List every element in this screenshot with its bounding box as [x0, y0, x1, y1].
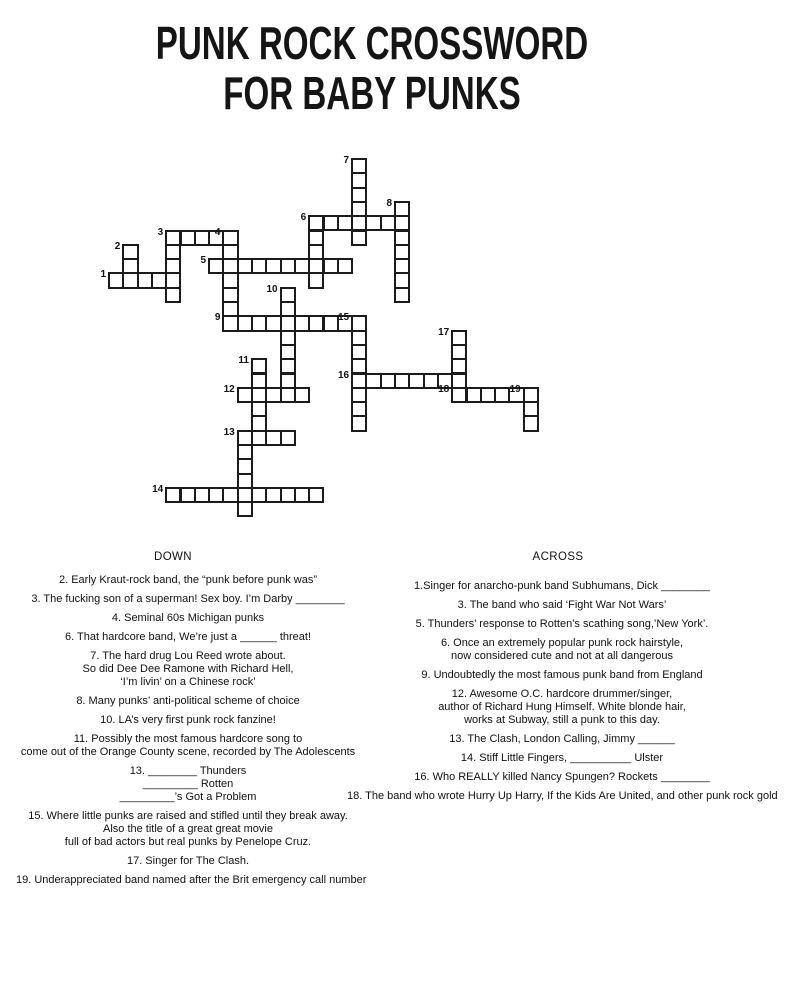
clue-number: 11: [238, 355, 249, 367]
crossword-cell[interactable]: [294, 387, 310, 403]
across-clue: [347, 688, 777, 727]
clue-number: 14: [152, 483, 164, 495]
crossword-cell[interactable]: [122, 258, 138, 274]
clue-number: 19: [509, 383, 521, 395]
down-clue: [16, 695, 360, 708]
crossword-cell[interactable]: [308, 244, 324, 260]
down-clue-line: 10. LA’s very first punk rock fanzine!: [100, 714, 276, 726]
across-clue-line: 5. Thunders’ response to Rotten’s scathing song,’New York’.: [415, 618, 709, 630]
page-title: [0, 18, 744, 118]
crossword-cell[interactable]: [265, 387, 281, 403]
clue-number: 10: [266, 283, 278, 295]
across-clue: [347, 752, 777, 765]
clue-number: 1: [100, 269, 106, 281]
across-clue-line: 9. Undoubtedly the most famous punk band from England: [421, 669, 703, 681]
clue-number: 12: [223, 383, 235, 395]
down-clue: [16, 855, 360, 868]
across-clue-line: works at Subway, still a punk to this day.: [464, 714, 660, 726]
down-clue-line: ‘I’m livin’ on a Chinese rock’: [120, 676, 256, 688]
down-clue: [16, 631, 360, 644]
crossword-cell[interactable]: [165, 258, 181, 274]
clue-number: 4: [214, 226, 221, 238]
clue-number: 15: [337, 312, 350, 324]
across-clue: [347, 790, 777, 803]
crossword-cell[interactable]: [308, 272, 324, 288]
clue-number: 13: [223, 426, 235, 438]
down-clue-line: _________’s Got a Problem: [119, 791, 257, 803]
down-clue-line: 4. Seminal 60s Michigan punks: [111, 612, 265, 624]
across-clue: [347, 771, 777, 784]
across-clue: [347, 733, 777, 746]
down-clue-line: 11. Possibly the most famous hardcore song to: [73, 733, 303, 745]
down-clue: [16, 733, 360, 759]
down-clue-line: 7. The hard drug Lou Reed wrote about.: [90, 650, 286, 662]
down-clue: [16, 612, 360, 625]
down-section-header: DOWN: [153, 551, 192, 563]
down-clue: [16, 714, 360, 727]
crossword-cell[interactable]: [394, 201, 410, 217]
down-clue-line: 2. Early Kraut-rock band, the “punk before punk was”: [58, 574, 318, 586]
crossword-cell[interactable]: [237, 501, 253, 517]
down-clue: [16, 593, 360, 606]
crossword-cell[interactable]: [165, 287, 181, 303]
down-clue-line: 8. Many punks’ anti-political scheme of choice: [76, 695, 300, 707]
down-clue-line: full of bad actors but real punks by Penelope Cruz.: [64, 836, 312, 848]
clue-number: 8: [386, 197, 392, 209]
down-clue: [16, 574, 360, 587]
across-clue-line: 16. Who REALLY killed Nancy Spungen? Rockets ________: [414, 771, 710, 783]
crossword-cell[interactable]: [280, 430, 296, 446]
clue-number: 9: [214, 312, 221, 324]
across-clue-line: 13. The Clash, London Calling, Jimmy ______: [449, 733, 675, 745]
across-clue: [347, 669, 777, 682]
crossword-cell[interactable]: [222, 487, 238, 503]
down-clue: [16, 874, 367, 887]
clue-number: 5: [200, 255, 207, 267]
crossword-cell[interactable]: [237, 387, 253, 403]
down-clue-line: _________ Rotten: [142, 778, 234, 790]
crossword-cell[interactable]: [351, 230, 367, 246]
clue-number: 18: [438, 383, 450, 395]
down-clue: [16, 650, 360, 689]
across-clue: [347, 618, 777, 631]
down-clue: [16, 810, 360, 849]
across-clue-line: 6. Once an extremely popular punk rock hairstyle,: [440, 637, 684, 649]
clue-number: 2: [114, 240, 121, 252]
across-clue-list: [347, 580, 777, 809]
clue-number: 16: [337, 369, 350, 381]
page-title-line1: PUNK ROCK CROSSWORD: [155, 17, 589, 69]
across-clue: [347, 599, 777, 612]
down-clue-line: 3. The fucking son of a superman! Sex boy. I’m Darby ________: [31, 593, 345, 605]
crossword-cell[interactable]: [523, 415, 539, 431]
down-clue-line: come out of the Orange County scene, recorded by The Adolescents: [20, 746, 356, 758]
across-clue-line: 12. Awesome O.C. hardcore drummer/singer,: [451, 688, 673, 700]
crossword-cell[interactable]: [351, 415, 367, 431]
down-clue-line: 19. Underappreciated band named after the Brit emergency call number: [16, 874, 367, 886]
down-clue-line: So did Dee Dee Ramone with Richard Hell,: [82, 663, 294, 675]
down-clue-list: [16, 574, 367, 893]
down-clue-line: Also the title of a great great movie: [103, 823, 273, 835]
across-clue: [347, 637, 777, 663]
across-clue-line: 1.Singer for anarcho-punk band Subhumans, Dick ________: [414, 580, 710, 592]
crossword-cell[interactable]: [451, 358, 467, 374]
down-clue-line: 17. Singer for The Clash.: [126, 855, 250, 867]
crossword-cell[interactable]: [280, 301, 296, 317]
across-clue-line: 18. The band who wrote Hurry Up Harry, If the Kids Are United, and other punk rock gold: [347, 790, 778, 802]
across-clue: [347, 580, 777, 593]
across-clue-line: now considered cute and not at all dangerous: [451, 650, 673, 662]
across-clue-line: 3. The band who said ‘Fight War Not Wars’: [457, 599, 667, 611]
crossword-cell[interactable]: [208, 258, 224, 274]
down-clue-line: 15. Where little punks are raised and stifled until they break away.: [28, 810, 348, 822]
down-clue-line: 6. That hardcore band, We’re just a ______ threat!: [64, 631, 312, 643]
clue-number: 7: [343, 155, 350, 166]
clue-number: 3: [157, 226, 164, 238]
across-clue-line: 14. Stiff Little Fingers, __________ Ulster: [460, 752, 664, 764]
crossword-cell[interactable]: [337, 258, 353, 274]
down-clue-line: 13. ________ Thunders: [129, 765, 247, 777]
crossword-cell[interactable]: [308, 487, 324, 503]
crossword-cell[interactable]: [394, 287, 410, 303]
clue-number: 6: [300, 212, 307, 224]
down-clue: [16, 765, 360, 804]
page-title-line2: FOR BABY PUNKS: [223, 67, 521, 119]
across-clue-line: author of Richard Hung Himself. White blonde hair,: [438, 701, 686, 713]
clue-number: 17: [438, 326, 450, 338]
across-section-header: ACROSS: [532, 551, 584, 563]
crossword-cell[interactable]: [351, 201, 367, 217]
